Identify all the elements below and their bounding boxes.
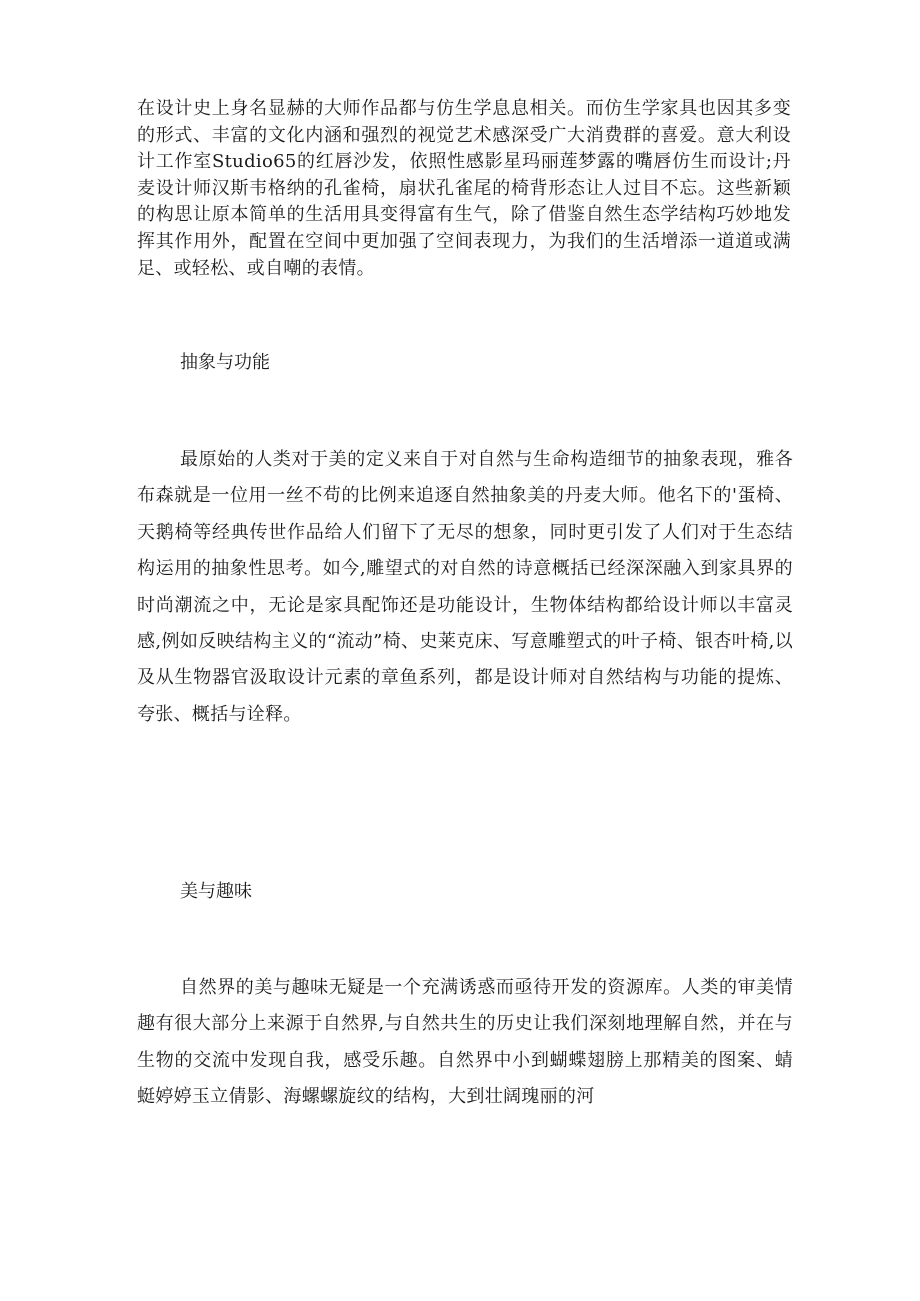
intro-paragraph: 在设计史上身名显赫的大师作品都与仿生学息息相关。而仿生学家具也因其多变的形式、丰富的文化内涵和强烈的视觉艺术感深受广大消费群的喜爱。意大利设计工作室Studio65的红唇沙发，依照性感影星玛丽莲梦露的嘴唇仿生而设计;丹麦设计师汉斯韦格纳的孔雀椅，扇状孔雀尾的椅背形态让人过目不忘。这些新颖的构思让原本简单的生活用具变得富有生气，除了借鉴自然生态学结构巧妙地发挥其作用外，配置在空间中更加强了空间表现力，为我们的生活增添一道道或满足、或轻松、或自嘲的表情。 [137,98,791,279]
beauty-paragraph: 自然界的美与趣味无疑是一个充满诱惑而亟待开发的资源库。人类的审美情趣有很大部分上来源于自然界,与自然共生的历史让我们深刻地理解自然，并在与生物的交流中发现自我，感受乐趣。自然界中小到蝴蝶翅膀上那精美的图案、蜻蜓婷婷玉立倩影、海螺螺旋纹的结构，大到壮阔瑰丽的河 [137,977,793,1108]
section-heading-beauty: 美与趣味 [180,881,252,902]
section-heading-abstraction: 抽象与功能 [180,352,270,373]
abstraction-paragraph: 最原始的人类对于美的定义来自于对自然与生命构造细节的抽象表现，雅各布森就是一位用一丝不苟的比例来追逐自然抽象美的丹麦大师。他名下的'蛋椅、天鹅椅等经典传世作品给人们留下了无尽的想象，同时更引发了人们对于生态结构运用的抽象性思考。如今,雕望式的对自然的诗意概括已经深深融入到家具界的时尚潮流之中，无论是家具配饰还是功能设计，生物体结构都给设计师以丰富灵感,例如反映结构主义的“流动”椅、史莱克床、写意雕塑式的叶子椅、银杏叶椅,以及从生物器官汲取设计元素的章鱼系列，都是设计师对自然结构与功能的提炼、夸张、概括与诠释。 [137,449,793,725]
